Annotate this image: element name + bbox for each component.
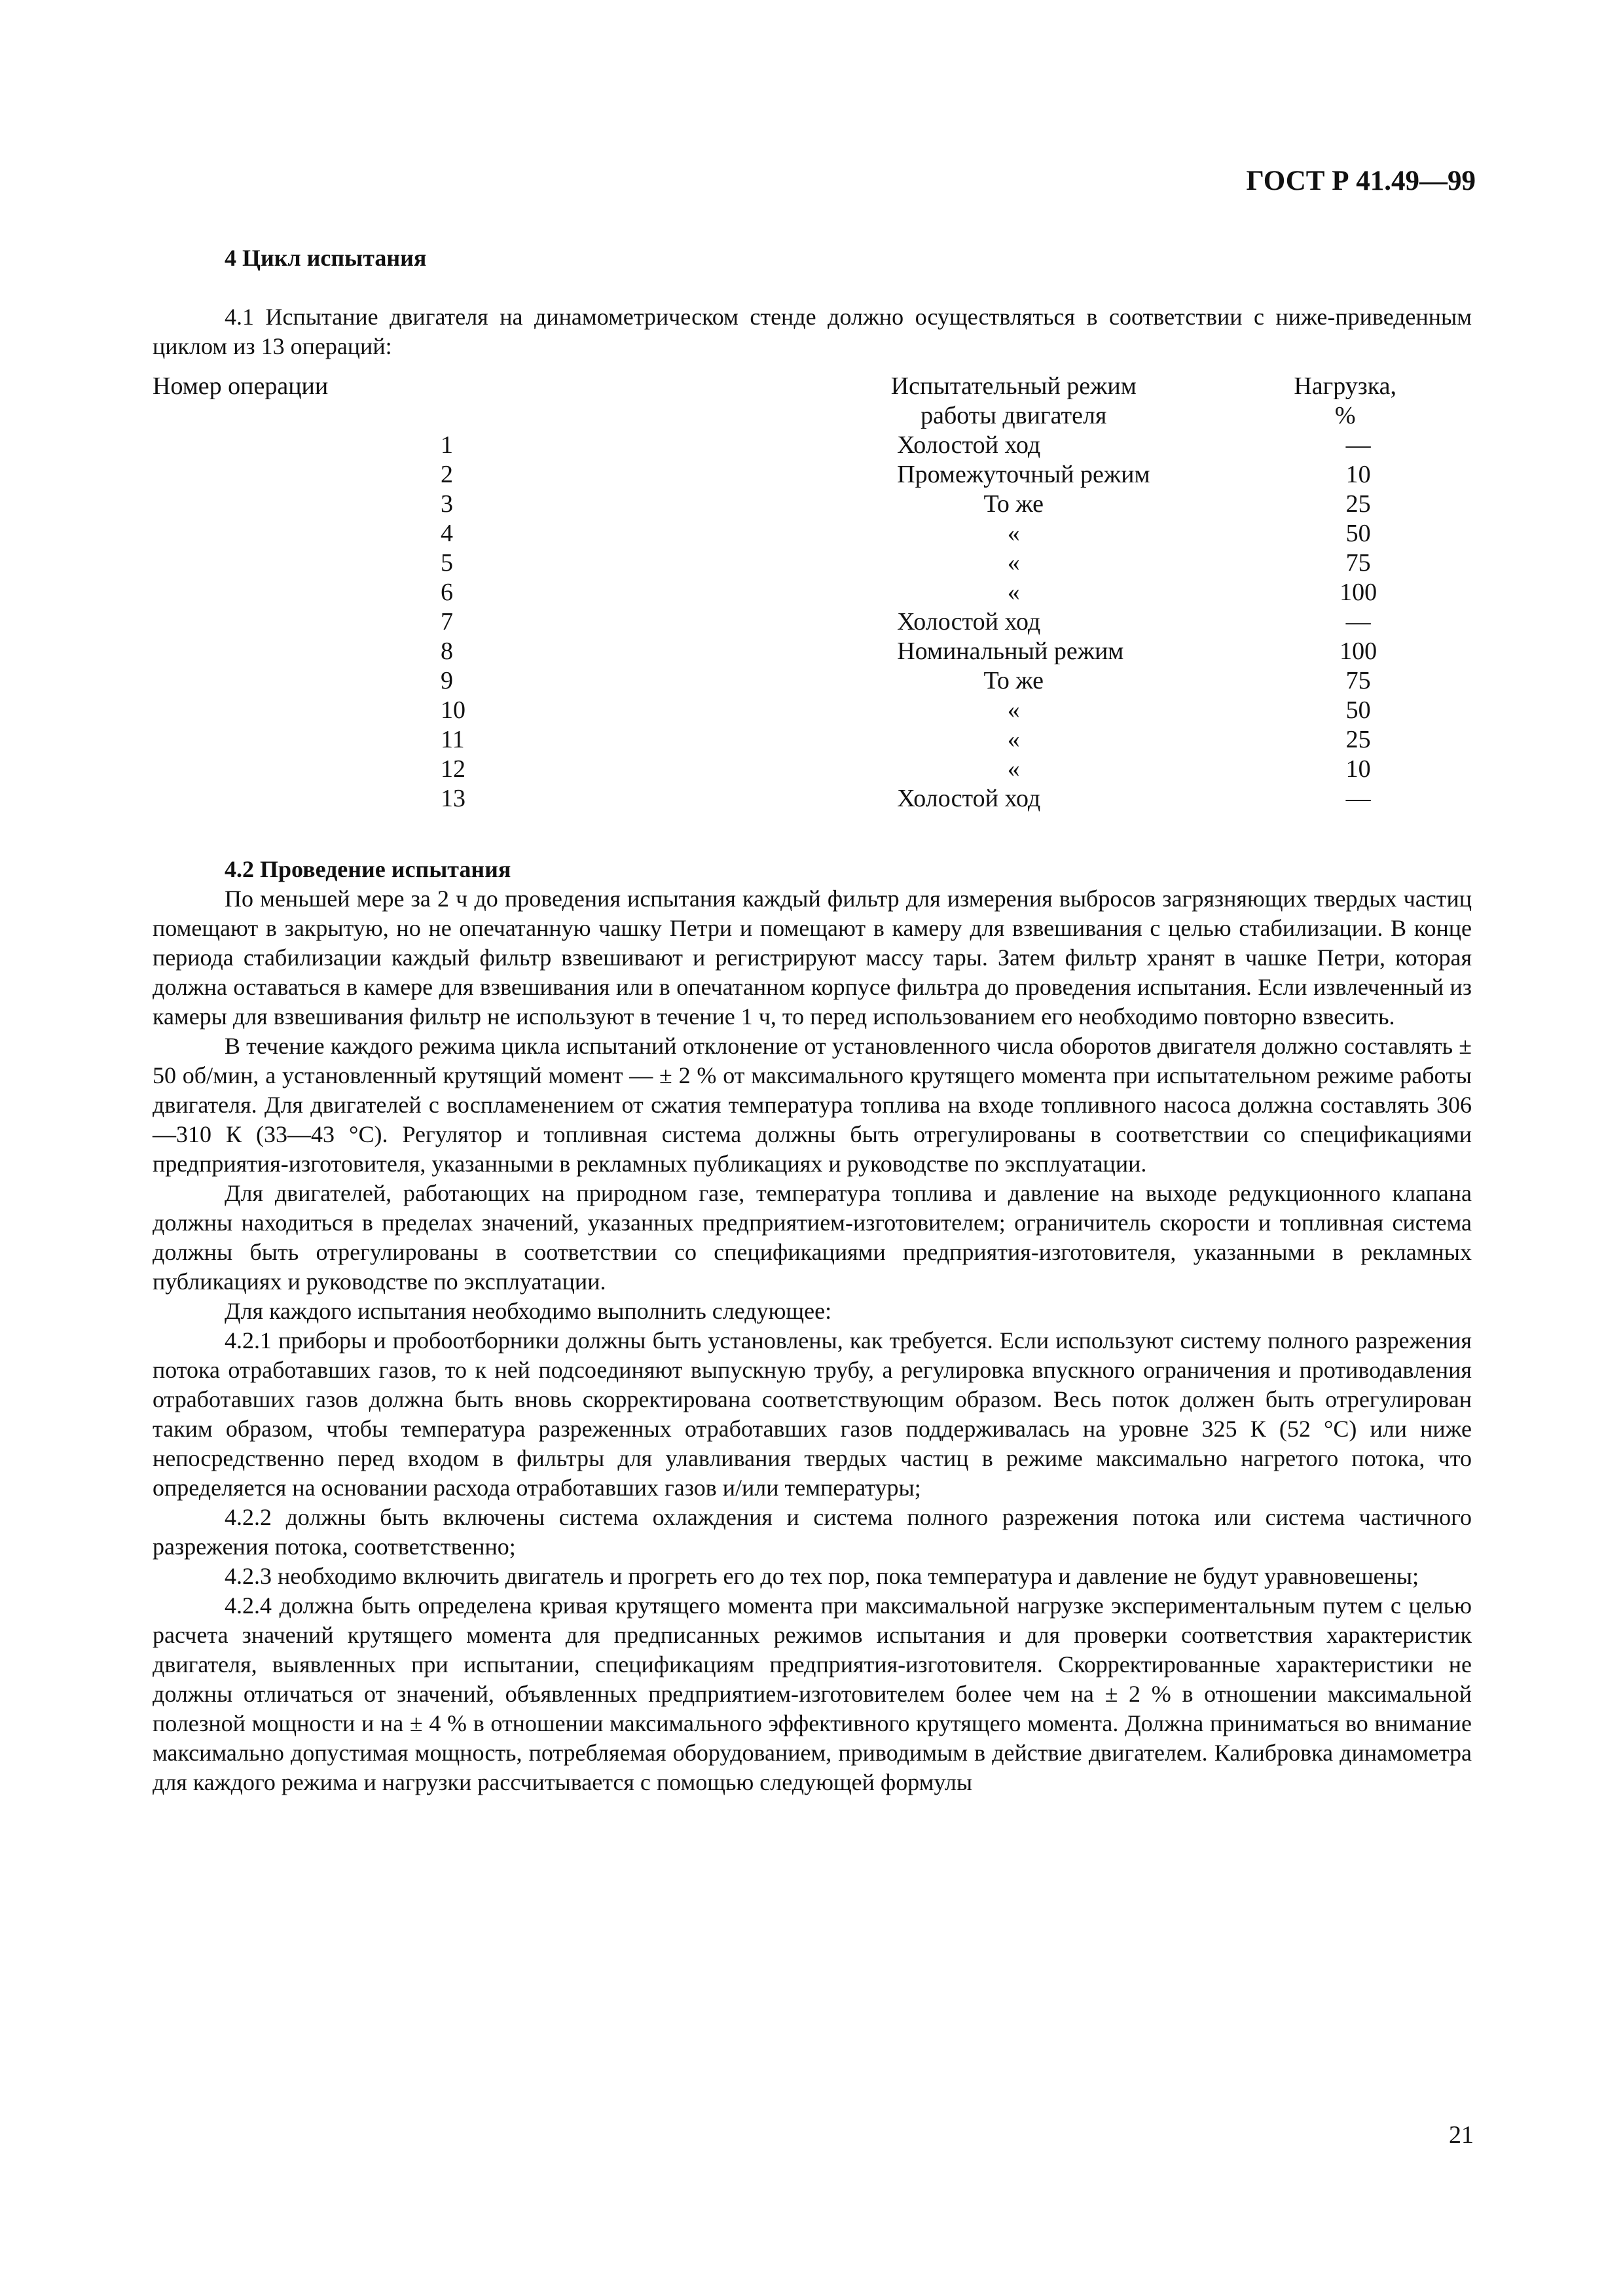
test-mode: « bbox=[1007, 579, 1020, 606]
paragraph-4-2-4: Для каждого испытания необходимо выполнить следующее: bbox=[225, 1298, 832, 1324]
table-row bbox=[153, 637, 1396, 666]
load-percent: 10 bbox=[1345, 461, 1371, 488]
load-percent: 75 bbox=[1345, 667, 1371, 694]
clause-4-2-1: 4.2.1 приборы и пробоотборники должны быть установлены, как требуется. Если используют систему полного разрежения потока отработавших газов, то к ней подсоединяют выпускную трубу, а регулировка впускного ограничения и противодавления отработавших газов должна быть вновь скорректирована соответствующим образом. Весь поток должен быть отрегулирован таким образом, чтобы температура разреженных отработавших газов поддерживалась на уровне 325 К (52 °С) или ниже непосредственно перед входом в фильтры для улавливания твердых частиц в режиме максимально нагретого потока, что определяется на основании расхода отработавших газов и/или температуры; bbox=[153, 1327, 1472, 1501]
load-percent: 100 bbox=[1340, 579, 1377, 606]
test-mode: Холостой ход bbox=[897, 608, 1041, 636]
column-header-test-mode-line2: работы двигателя bbox=[921, 402, 1107, 429]
table-row bbox=[153, 519, 1396, 548]
clause-4-2-4: 4.2.4 должна быть определена кривая крутящего момента при максимальной нагрузке экспериментальным путем с целью расчета значений крутящего момента для предписанных режимов испытания и для проверки соответствия характеристик двигателя, выявленных при испытании, спецификациям предприятия-изготовителя. Скорректированные характеристики не должны отличаться от значений, объявленных предприятием-изготовителем более чем на ± 2 % в отношении максимальной полезной мощности и на ± 4 % в отношении максимального эффективного крутящего момента. Должна приниматься во внимание максимально допустимая мощность, потребляемая оборудованием, приводимым в действие двигателем. Калибровка динамометра для каждого режима и нагрузки рассчитывается с помощью следующей формулы bbox=[153, 1592, 1472, 1795]
table-row bbox=[153, 490, 1396, 519]
column-header-operation-number: Номер операции bbox=[153, 372, 329, 400]
load-percent: 50 bbox=[1345, 696, 1371, 724]
document-code: ГОСТ Р 41.49—99 bbox=[1246, 166, 1476, 196]
test-mode: Промежуточный режим bbox=[897, 461, 1150, 488]
operation-number: 12 bbox=[441, 755, 465, 783]
operation-number: 13 bbox=[441, 785, 465, 812]
test-mode: « bbox=[1007, 696, 1020, 724]
test-mode: « bbox=[1007, 549, 1020, 577]
operation-number: 9 bbox=[441, 667, 453, 694]
column-header-test-mode bbox=[733, 372, 1294, 431]
paragraph-4-2-2: В течение каждого режима цикла испытаний отклонение от установленного числа оборотов двигателя должно составлять ± 50 об/мин, а установленный крутящий момент — ± 2 % от максимального крутящего момента при испытательном режиме работы двигателя. Для двигателей с воспламенением от сжатия температура топлива на входе топливного насоса должна составлять 306—310 К (33—43 °С). Регулятор и топливная система должны быть отрегулированы в соответствии со спецификациями предприятия-изготовителя, указанными в рекламных публикациях и руководстве по эксплуатации. bbox=[153, 1033, 1472, 1177]
operation-number: 1 bbox=[441, 431, 453, 459]
table-row bbox=[153, 784, 1396, 814]
operation-number: 2 bbox=[441, 461, 453, 488]
table-row bbox=[153, 578, 1396, 607]
section-4-2 bbox=[153, 855, 1472, 1797]
load-percent: 10 bbox=[1345, 755, 1371, 783]
operation-number: 3 bbox=[441, 490, 453, 518]
paragraph-4-1-block bbox=[153, 302, 1472, 361]
load-percent: 100 bbox=[1340, 637, 1377, 665]
test-mode: Номинальный режим bbox=[897, 637, 1124, 665]
test-mode: Холостой ход bbox=[897, 785, 1041, 812]
operation-number: 11 bbox=[441, 726, 465, 753]
test-mode: То же bbox=[983, 490, 1044, 518]
table-row bbox=[153, 725, 1396, 755]
clause-4-2-3: 4.2.3 необходимо включить двигатель и прогреть его до тех пор, пока температура и давление не будут уравновешены; bbox=[225, 1563, 1419, 1589]
test-mode: Холостой ход bbox=[897, 431, 1041, 459]
load-percent: 75 bbox=[1345, 549, 1371, 577]
load-percent: 25 bbox=[1345, 490, 1371, 518]
table-row bbox=[153, 607, 1396, 637]
operation-number: 7 bbox=[441, 608, 453, 636]
test-cycle-table bbox=[153, 372, 1396, 814]
table-row bbox=[153, 548, 1396, 578]
table-row bbox=[153, 431, 1396, 460]
table-row bbox=[153, 460, 1396, 490]
paragraph-4-2-1: По меньшей мере за 2 ч до проведения испытания каждый фильтр для измерения выбросов загрязняющих твердых частиц помещают в закрытую, но не опечатанную чашку Петри и помещают в камеру для взвешивания с целью стабилизации. В конце периода стабилизации каждый фильтр взвешивают и регистрируют массу тары. Затем фильтр хранят в чашке Петри, которая должна оставаться в камере для взвешивания или в опечатанном корпусе фильтра до проведения испытания. Если извлеченный из камеры для взвешивания фильтр не используют в течение 1 ч, то перед использованием его необходимо повторно взвесить. bbox=[153, 886, 1472, 1030]
test-mode: « bbox=[1007, 520, 1020, 547]
section-4-2-title: 4.2 Проведение испытания bbox=[225, 856, 511, 882]
column-header-test-mode-line1: Испытательный режим bbox=[890, 372, 1137, 400]
operation-number: 5 bbox=[441, 549, 453, 577]
section-4 bbox=[153, 243, 1472, 273]
operation-number: 10 bbox=[441, 696, 465, 724]
paragraph-4-1: 4.1 Испытание двигателя на динамометрическом стенде должно осуществляться в соответствии с ниже-приведенным циклом из 13 операций: bbox=[153, 304, 1472, 359]
table-row bbox=[153, 666, 1396, 696]
column-header-load: Нагрузка, % bbox=[1294, 372, 1396, 429]
test-mode: То же bbox=[983, 667, 1044, 694]
clause-4-2-2: 4.2.2 должны быть включены система охлаждения и система полного разрежения потока или система частичного разрежения потока, соответственно; bbox=[153, 1504, 1472, 1560]
test-mode: « bbox=[1007, 726, 1020, 753]
load-percent: — bbox=[1345, 608, 1371, 636]
section-4-title: 4 Цикл испытания bbox=[225, 245, 427, 271]
test-mode: « bbox=[1007, 755, 1020, 783]
operation-number: 6 bbox=[441, 579, 453, 606]
table-row bbox=[153, 755, 1396, 784]
paragraph-4-2-3: Для двигателей, работающих на природном газе, температура топлива и давление на выходе редукционного клапана должны находиться в пределах значений, указанных предприятием-изготовителем; ограничитель скорости и топливная система должны быть отрегулированы в соответствии со спецификациями предприятия-изготовителя, указанными в рекламных публикациях и руководстве по эксплуатации. bbox=[153, 1180, 1472, 1295]
operation-number: 4 bbox=[441, 520, 453, 547]
operation-number: 8 bbox=[441, 637, 453, 665]
load-percent: 50 bbox=[1345, 520, 1371, 547]
load-percent: 25 bbox=[1345, 726, 1371, 753]
table-row bbox=[153, 696, 1396, 725]
page-number: 21 bbox=[1449, 2121, 1474, 2149]
test-cycle-rows bbox=[153, 431, 1396, 814]
load-percent: — bbox=[1345, 785, 1371, 812]
load-percent: — bbox=[1345, 431, 1371, 459]
